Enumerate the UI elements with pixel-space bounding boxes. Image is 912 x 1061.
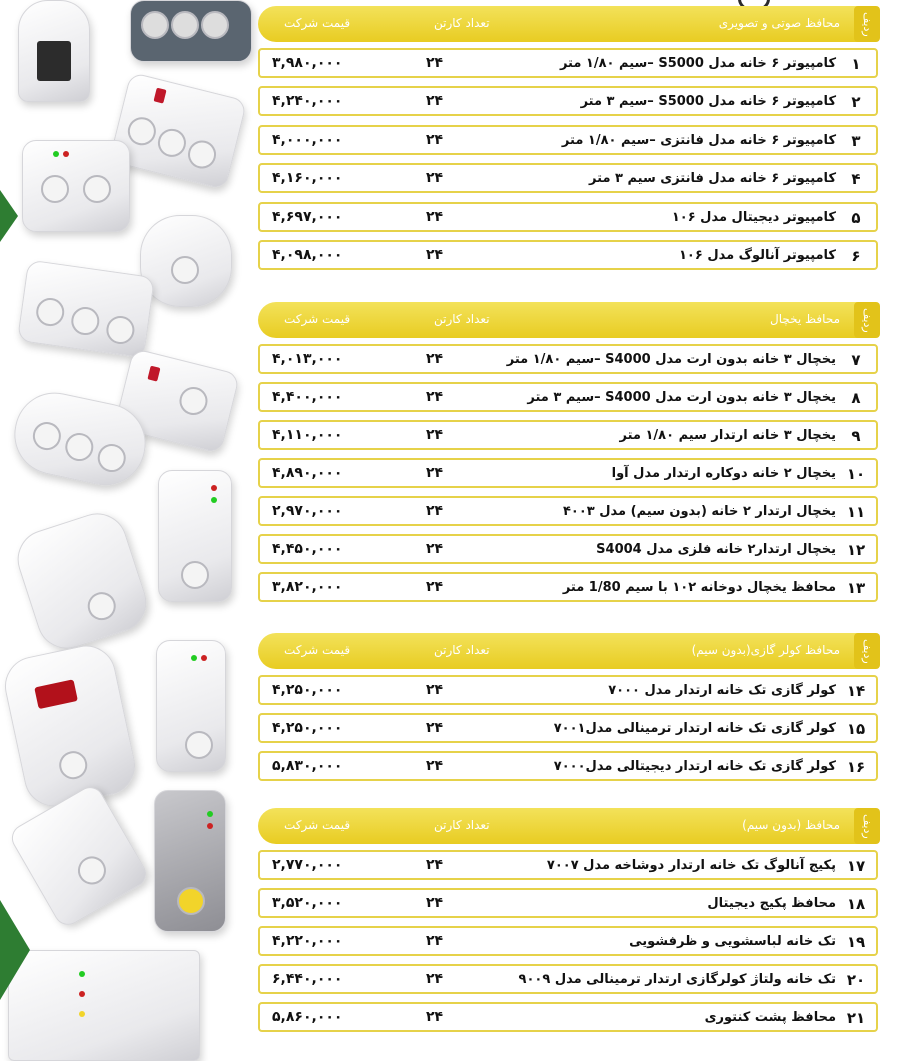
section-header (258, 633, 880, 669)
carton-qty: ۲۴ (426, 465, 444, 481)
product-name: محافظ یخچال دوخانه ۱۰۲ با سیم 1/80 متر (562, 580, 836, 595)
row-number: ۱۷ (846, 857, 866, 875)
power-strip-image (18, 0, 90, 102)
price-section (258, 302, 884, 597)
product-name: کامپیوتر آنالوگ مدل ۱۰۶ (678, 248, 836, 263)
row-number: ۱۳ (846, 579, 866, 597)
company-price: ۵,۸۶۰,۰۰۰ (272, 1009, 343, 1025)
carton-qty: ۲۴ (426, 170, 444, 187)
table-row (258, 1002, 878, 1032)
column-header-carton-qty: تعداد کارتن (434, 643, 490, 657)
plug-protector-image (10, 506, 154, 657)
product-name: محافظ پکیج دیجیتال (707, 896, 836, 911)
company-price: ۳,۵۲۰,۰۰۰ (272, 895, 343, 911)
row-number: ۱۱ (846, 503, 866, 521)
column-header-company-price: قیمت شرکت (284, 16, 351, 30)
table-row (258, 751, 878, 781)
column-header-company-price: قیمت شرکت (284, 643, 351, 657)
table-row (258, 850, 878, 880)
section-title: محافظ یخچال (770, 312, 840, 326)
company-price: ۲,۷۷۰,۰۰۰ (272, 857, 343, 873)
product-images-column (0, 0, 250, 1059)
column-header-carton-qty: تعداد کارتن (434, 312, 490, 326)
table-row (258, 86, 878, 116)
product-name: کامپیوتر ۶ خانه مدل S5000 –سیم ۳ متر (580, 94, 836, 110)
row-number: ۱۲ (846, 541, 866, 559)
row-number: ۲۱ (846, 1009, 866, 1027)
company-price: ۴,۴۵۰,۰۰۰ (272, 541, 343, 557)
company-price: ۴,۸۹۰,۰۰۰ (272, 465, 343, 481)
carton-qty: ۲۴ (426, 857, 444, 873)
carton-qty: ۲۴ (426, 503, 444, 519)
section-title: محافظ کولر گازی(بدون سیم) (691, 643, 840, 657)
table-row (258, 964, 878, 994)
power-strip-3-socket-image (17, 259, 155, 358)
table-row (258, 125, 878, 155)
company-price: ۴,۴۰۰,۰۰۰ (272, 389, 343, 405)
product-name: محافظ پشت کنتوری (704, 1010, 836, 1025)
company-price: ۴,۲۵۰,۰۰۰ (272, 682, 343, 698)
company-price: ۴,۲۵۰,۰۰۰ (272, 720, 343, 736)
table-row (258, 382, 878, 412)
carton-qty: ۲۴ (426, 682, 444, 698)
table-row (258, 202, 878, 232)
column-header-row-index: ردیف (854, 302, 880, 338)
product-name: کامپیوتر ۶ خانه مدل S5000 –سیم ۱/۸۰ متر (559, 56, 836, 71)
product-name: کولر گازی تک خانه ارتدار ترمینالی مدل۷۰۰۱ (553, 721, 836, 736)
product-name: یخچال ۳ خانه ارتدار سیم ۱/۸۰ متر (619, 428, 836, 443)
section-header (258, 6, 880, 42)
table-row (258, 534, 878, 564)
grey-protector-image (154, 790, 226, 932)
row-number: ۴ (851, 170, 861, 189)
table-row (258, 675, 878, 705)
section-header (258, 808, 880, 844)
row-number: ۲ (851, 93, 861, 112)
product-name: تک خانه ولتاژ کولرگازی ارتدار ترمینالی مدل ۹۰۰۹ (518, 972, 836, 987)
company-price: ۴,۰۱۳,۰۰۰ (272, 351, 343, 367)
socket-adapter-image (140, 215, 232, 307)
column-header-company-price: قیمت شرکت (284, 312, 351, 326)
table-row (258, 572, 878, 602)
product-name: تک خانه لباسشویی و ظرفشویی (629, 934, 836, 949)
product-name: کامپیوتر دیجیتال مدل ۱۰۶ (671, 209, 836, 225)
row-number: ۱۶ (846, 758, 866, 776)
row-number: ۱۹ (846, 933, 866, 951)
row-number: ۶ (851, 247, 861, 265)
column-header-row-index: ردیف (854, 808, 880, 844)
carton-qty: ۲۴ (426, 933, 444, 949)
carton-qty: ۲۴ (426, 758, 444, 774)
carton-qty: ۲۴ (426, 971, 444, 987)
section-title: محافظ (بدون سیم) (742, 818, 840, 832)
row-number: ۱۰ (846, 465, 866, 483)
product-name: یخچال ارتدار۲ خانه فلزی مدل S4004 (596, 542, 836, 557)
row-number: ۱ (851, 55, 861, 73)
section-title: محافظ صوتی و تصویری (718, 16, 840, 30)
green-corner-top (0, 190, 18, 242)
carton-qty: ۲۴ (426, 131, 444, 148)
carton-qty: ۲۴ (426, 720, 444, 736)
row-number: ۱۵ (846, 720, 866, 738)
row-number: ۱۸ (846, 895, 866, 913)
carton-qty: ۲۴ (426, 1009, 444, 1025)
price-section (258, 808, 884, 1027)
row-number: ۷ (851, 351, 861, 369)
green-corner-bottom (0, 900, 30, 1000)
table-row (258, 420, 878, 450)
company-price: ۳,۸۲۰,۰۰۰ (272, 579, 343, 595)
price-section (258, 633, 884, 776)
product-name: یخچال ۲ خانه دوکاره ارتدار مدل آوا (611, 466, 836, 481)
table-row (258, 496, 878, 526)
carton-qty: ۲۴ (426, 389, 444, 405)
product-name: کولر گازی تک خانه ارتدار مدل ۷۰۰۰ (608, 683, 836, 698)
table-row (258, 713, 878, 743)
company-price: ۴,۱۶۰,۰۰۰ (272, 170, 343, 187)
column-header-carton-qty: تعداد کارتن (434, 818, 490, 832)
table-row (258, 458, 878, 488)
product-name: کامپیوتر ۶ خانه مدل فانتزی –سیم ۱/۸۰ متر (561, 132, 836, 148)
wall-protector-image (158, 470, 232, 602)
meter-protector-image (8, 950, 200, 1061)
column-header-carton-qty: تعداد کارتن (434, 16, 490, 30)
carton-qty: ۲۴ (426, 208, 444, 225)
carton-qty: ۲۴ (426, 93, 444, 110)
carton-qty: ۲۴ (426, 579, 444, 595)
table-row (258, 888, 878, 918)
row-number: ۸ (851, 389, 861, 407)
company-price: ۴,۲۴۰,۰۰۰ (272, 93, 343, 110)
column-header-row-index: ردیف (854, 6, 880, 42)
company-price: ۵,۸۳۰,۰۰۰ (272, 758, 343, 774)
price-section (258, 6, 884, 265)
digital-protector-image (0, 640, 141, 812)
company-price: ۳,۹۸۰,۰۰۰ (272, 55, 343, 71)
carton-qty: ۲۴ (426, 351, 444, 367)
carton-qty: ۲۴ (426, 895, 444, 911)
surge-protector-2-socket-image (22, 140, 130, 232)
column-header-row-index: ردیف (854, 633, 880, 669)
table-row (258, 926, 878, 956)
row-number: ۵ (851, 208, 861, 227)
column-header-company-price: قیمت شرکت (284, 818, 351, 832)
product-name: کولر گازی تک خانه ارتدار دیجیتالی مدل۷۰۰۰ (553, 759, 836, 774)
company-price: ۴,۶۹۷,۰۰۰ (272, 208, 343, 225)
product-name: یخچال ۳ خانه بدون ارت مدل S4000 –سیم ۱/۸۰ متر (506, 352, 836, 367)
row-number: ۳ (851, 131, 861, 150)
company-price: ۲,۹۷۰,۰۰۰ (272, 503, 343, 519)
carton-qty: ۲۴ (426, 247, 444, 263)
carton-qty: ۲۴ (426, 541, 444, 557)
section-header (258, 302, 880, 338)
row-number: ۲۰ (846, 971, 866, 989)
product-name: پکیج آنالوگ تک خانه ارتدار دوشاخه مدل ۷۰۰۷ (546, 858, 836, 873)
company-price: ۴,۰۰۰,۰۰۰ (272, 131, 343, 148)
company-price: ۴,۱۱۰,۰۰۰ (272, 427, 343, 443)
carton-qty: ۲۴ (426, 427, 444, 443)
junction-box-image (130, 0, 252, 62)
product-name: یخچال ۳ خانه بدون ارت مدل S4000 –سیم ۳ متر (527, 390, 836, 405)
company-price: ۴,۲۲۰,۰۰۰ (272, 933, 343, 949)
product-name: یخچال ارتدار ۲ خانه (بدون سیم) مدل ۴۰۰۳ (562, 504, 836, 519)
row-number: ۱۴ (846, 682, 866, 700)
carton-qty: ۲۴ (426, 55, 444, 71)
table-row (258, 240, 878, 270)
company-price: ۶,۴۴۰,۰۰۰ (272, 971, 343, 987)
table-row (258, 48, 878, 78)
company-price: ۴,۰۹۸,۰۰۰ (272, 247, 343, 263)
table-row (258, 163, 878, 193)
led-protector-image (156, 640, 226, 772)
table-row (258, 344, 878, 374)
row-number: ۹ (851, 427, 861, 445)
product-name: کامپیوتر ۶ خانه مدل فانتزی سیم ۳ متر (589, 171, 836, 187)
